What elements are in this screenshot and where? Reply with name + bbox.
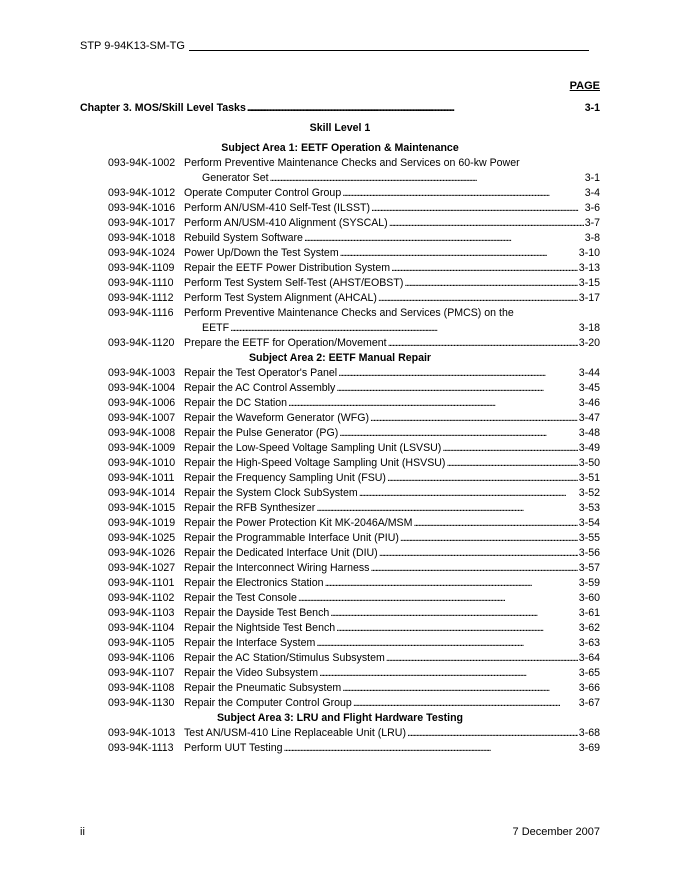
task-page: 3-64	[578, 652, 600, 664]
task-title: Repair the Low-Speed Voltage Sampling Unit (LSVSU)	[184, 442, 442, 454]
task-title: Repair the Interface System	[184, 637, 316, 649]
toc-entry[interactable]	[80, 201, 600, 216]
task-title: Repair the Electronics Station	[184, 577, 324, 589]
task-page: 3-10	[578, 247, 600, 259]
task-page: 3-17	[578, 292, 600, 304]
task-code: 093-94K-1013	[108, 727, 176, 739]
toc-entry[interactable]	[80, 681, 600, 696]
task-code: 093-94K-1108	[108, 682, 175, 694]
dot-leader	[404, 276, 577, 291]
dot-leader	[387, 471, 578, 486]
dot-leader	[316, 636, 577, 651]
dot-leader	[339, 426, 578, 441]
task-code: 093-94K-1016	[108, 202, 176, 214]
toc-entry[interactable]	[80, 186, 600, 201]
task-page: 3-57	[578, 562, 600, 574]
task-title: Perform AN/USM-410 Alignment (SYSCAL)	[184, 217, 388, 229]
toc-entry[interactable]	[80, 231, 600, 246]
task-code: 093-94K-1025	[108, 532, 176, 544]
subject-area-heading: Subject Area 3: LRU and Flight Hardware Testing	[216, 712, 464, 724]
toc-entry[interactable]	[80, 381, 600, 396]
task-code: 093-94K-1130	[108, 697, 175, 709]
task-page: 3-63	[578, 637, 600, 649]
task-page: 3-49	[578, 442, 600, 454]
toc-entry[interactable]	[80, 561, 600, 576]
toc-entry[interactable]	[80, 651, 600, 666]
toc-entry[interactable]	[80, 576, 600, 591]
task-page: 3-67	[578, 697, 600, 709]
task-title: Repair the EETF Power Distribution System	[184, 262, 391, 274]
dot-leader	[319, 666, 578, 681]
task-code: 093-94K-1105	[108, 637, 175, 649]
task-title: Perform Test System Self-Test (AHST/EOBST)	[184, 277, 404, 289]
task-code: 093-94K-1027	[108, 562, 176, 574]
task-page: 3-45	[578, 382, 600, 394]
task-title-continued: Generator Set	[202, 172, 269, 184]
toc-entry[interactable]	[80, 456, 600, 471]
task-title: Repair the Computer Control Group	[184, 697, 352, 709]
task-page: 3-8	[584, 232, 600, 244]
dot-leader	[230, 321, 578, 336]
task-title: Repair the Pulse Generator (PG)	[184, 427, 339, 439]
task-title: Repair the Dayside Test Bench	[184, 607, 330, 619]
task-title: Repair the Dedicated Interface Unit (DIU)	[184, 547, 378, 559]
toc-entry[interactable]	[80, 696, 600, 711]
toc-entry[interactable]	[80, 156, 600, 186]
task-code: 093-94K-1014	[108, 487, 176, 499]
dot-leader	[407, 726, 578, 741]
task-page: 3-65	[578, 667, 600, 679]
task-page: 3-46	[578, 397, 600, 409]
task-title: Repair the Waveform Generator (WFG)	[184, 412, 370, 424]
task-page: 3-15	[578, 277, 600, 289]
chapter-title: Chapter 3. MOS/Skill Level Tasks	[80, 102, 246, 114]
subject-area-heading: Subject Area 1: EETF Operation & Maintenance	[221, 142, 459, 154]
toc-entry[interactable]	[80, 261, 600, 276]
dot-leader	[342, 186, 583, 201]
dot-leader	[338, 366, 578, 381]
task-title: Repair the Pneumatic Subsystem	[184, 682, 342, 694]
toc-entry[interactable]	[80, 621, 600, 636]
toc-entry[interactable]	[80, 291, 600, 306]
dot-leader	[379, 546, 578, 561]
task-code: 093-94K-1007	[108, 412, 176, 424]
chapter-entry[interactable]	[80, 101, 600, 116]
task-code: 093-94K-1008	[108, 427, 176, 439]
dot-leader	[270, 171, 584, 186]
task-code: 093-94K-1101	[108, 577, 175, 589]
header-rule	[189, 50, 589, 51]
toc-entry[interactable]	[80, 396, 600, 411]
task-page: 3-60	[578, 592, 600, 604]
task-code: 093-94K-1112	[108, 292, 174, 304]
toc-entry[interactable]	[80, 726, 600, 741]
task-title: Repair the Frequency Sampling Unit (FSU)	[184, 472, 386, 484]
task-code: 093-94K-1102	[108, 592, 175, 604]
dot-leader	[400, 531, 578, 546]
toc-entry[interactable]	[80, 441, 600, 456]
task-title: Test AN/USM-410 Line Replaceable Unit (LRU)	[184, 727, 406, 739]
dot-leader	[284, 741, 578, 756]
task-page: 3-66	[578, 682, 600, 694]
dot-leader	[247, 101, 584, 116]
task-code: 093-94K-1109	[108, 262, 175, 274]
task-page: 3-44	[578, 367, 600, 379]
task-page: 3-68	[578, 727, 600, 739]
task-code: 093-94K-1006	[108, 397, 176, 409]
task-title: Power Up/Down the Test System	[184, 247, 339, 259]
task-code: 093-94K-1116	[108, 307, 174, 319]
task-code: 093-94K-1024	[108, 247, 176, 259]
task-page: 3-7	[584, 217, 600, 229]
dot-leader	[340, 246, 578, 261]
toc-entry[interactable]	[80, 486, 600, 501]
toc-entry[interactable]	[80, 501, 600, 516]
task-page: 3-50	[578, 457, 600, 469]
task-code: 093-94K-1104	[108, 622, 175, 634]
page-column-label: PAGE	[569, 80, 600, 92]
chapter-page: 3-1	[584, 102, 600, 114]
dot-leader	[446, 456, 577, 471]
dot-leader	[386, 651, 578, 666]
task-code: 093-94K-1019	[108, 517, 176, 529]
task-title-continued: EETF	[202, 322, 230, 334]
toc-entry[interactable]	[80, 606, 600, 621]
dot-leader	[336, 621, 578, 636]
task-title: Repair the Video Subsystem	[184, 667, 319, 679]
task-title: Rebuild System Software	[184, 232, 303, 244]
header-doc-id: STP 9-94K13-SM-TG	[80, 40, 185, 52]
dot-leader	[391, 261, 578, 276]
task-page: 3-62	[578, 622, 600, 634]
task-code: 093-94K-1106	[108, 652, 175, 664]
task-title: Perform UUT Testing	[184, 742, 283, 754]
toc-entry[interactable]	[80, 276, 600, 291]
toc-entry[interactable]	[80, 336, 600, 351]
toc-entry[interactable]	[80, 591, 600, 606]
task-page: 3-47	[578, 412, 600, 424]
toc-entry[interactable]	[80, 306, 600, 336]
dot-leader	[342, 681, 578, 696]
toc-entry[interactable]	[80, 666, 600, 681]
dot-leader	[388, 336, 578, 351]
task-page: 3-20	[578, 337, 600, 349]
task-title: Perform Test System Alignment (AHCAL)	[184, 292, 377, 304]
footer-page-number: ii	[80, 826, 85, 838]
task-code: 093-94K-1010	[108, 457, 176, 469]
toc-entry[interactable]	[80, 636, 600, 651]
task-title: Repair the Test Console	[184, 592, 297, 604]
dot-leader	[353, 696, 578, 711]
task-title: Repair the RFB Synthesizer	[184, 502, 316, 514]
task-page: 3-59	[578, 577, 600, 589]
dot-leader	[413, 516, 577, 531]
dot-leader	[359, 486, 578, 501]
task-title: Prepare the EETF for Operation/Movement	[184, 337, 387, 349]
task-code: 093-94K-1011	[108, 472, 175, 484]
task-code: 093-94K-1015	[108, 502, 176, 514]
task-code: 093-94K-1003	[108, 367, 176, 379]
task-title: Repair the High-Speed Voltage Sampling Unit (HSVSU)	[184, 457, 446, 469]
task-title: Perform Preventive Maintenance Checks and Services (PMCS) on the	[184, 307, 514, 319]
dot-leader	[378, 291, 578, 306]
dot-leader	[370, 561, 577, 576]
task-code: 093-94K-1002	[108, 157, 176, 169]
task-page: 3-4	[584, 187, 600, 199]
toc-entry[interactable]	[80, 471, 600, 486]
task-page: 3-56	[578, 547, 600, 559]
toc-entry[interactable]	[80, 516, 600, 531]
dot-leader	[371, 201, 584, 216]
task-page: 3-51	[578, 472, 600, 484]
toc-entry[interactable]	[80, 426, 600, 441]
task-page: 3-6	[584, 202, 600, 214]
task-title: Repair the Nightside Test Bench	[184, 622, 336, 634]
toc-entry[interactable]	[80, 246, 600, 261]
task-page: 3-18	[578, 322, 600, 334]
task-title: Repair the Test Operator's Panel	[184, 367, 338, 379]
subject-area-heading: Subject Area 2: EETF Manual Repair	[248, 352, 432, 364]
task-page: 3-48	[578, 427, 600, 439]
task-title: Repair the System Clock SubSystem	[184, 487, 358, 499]
task-page: 3-53	[578, 502, 600, 514]
dot-leader	[316, 501, 577, 516]
task-code: 093-94K-1017	[108, 217, 176, 229]
footer-date: 7 December 2007	[512, 826, 600, 838]
dot-leader	[304, 231, 584, 246]
subject-areas	[80, 141, 600, 756]
toc-entry[interactable]	[80, 546, 600, 561]
task-title: Repair the Power Protection Kit MK-2046A/MSM	[184, 517, 413, 529]
task-title: Repair the AC Control Assembly	[184, 382, 336, 394]
task-code: 093-94K-1107	[108, 667, 175, 679]
task-code: 093-94K-1004	[108, 382, 176, 394]
task-code: 093-94K-1120	[108, 337, 175, 349]
dot-leader	[370, 411, 578, 426]
task-title: Repair the AC Station/Stimulus Subsystem	[184, 652, 385, 664]
task-code: 093-94K-1110	[108, 277, 174, 289]
task-page: 3-52	[578, 487, 600, 499]
task-page: 3-1	[584, 172, 600, 184]
task-title: Perform AN/USM-410 Self-Test (ILSST)	[184, 202, 371, 214]
task-title: Perform Preventive Maintenance Checks and Services on 60-kw Power	[184, 157, 520, 169]
table-of-contents	[80, 101, 600, 756]
task-page: 3-54	[578, 517, 600, 529]
dot-leader	[325, 576, 578, 591]
dot-leader	[298, 591, 578, 606]
task-code: 093-94K-1103	[108, 607, 175, 619]
dot-leader	[442, 441, 577, 456]
dot-leader	[330, 606, 578, 621]
task-page: 3-55	[578, 532, 600, 544]
task-title: Repair the DC Station	[184, 397, 288, 409]
task-title: Repair the Programmable Interface Unit (PIU)	[184, 532, 399, 544]
task-title: Operate Computer Control Group	[184, 187, 342, 199]
task-code: 093-94K-1012	[108, 187, 176, 199]
skill-level-heading: Skill Level 1	[309, 122, 371, 134]
task-code: 093-94K-1018	[108, 232, 176, 244]
toc-entry[interactable]	[80, 741, 600, 756]
task-page: 3-61	[578, 607, 600, 619]
task-code: 093-94K-1113	[108, 742, 174, 754]
task-page: 3-69	[578, 742, 600, 754]
toc-entry[interactable]	[80, 411, 600, 426]
toc-entry[interactable]	[80, 531, 600, 546]
task-title: Repair the Interconnect Wiring Harness	[184, 562, 370, 574]
task-code: 093-94K-1009	[108, 442, 176, 454]
dot-leader	[288, 396, 578, 411]
dot-leader	[336, 381, 577, 396]
toc-entry[interactable]	[80, 216, 600, 231]
toc-entry[interactable]	[80, 366, 600, 381]
dot-leader	[389, 216, 584, 231]
task-code: 093-94K-1026	[108, 547, 176, 559]
task-page: 3-13	[578, 262, 600, 274]
